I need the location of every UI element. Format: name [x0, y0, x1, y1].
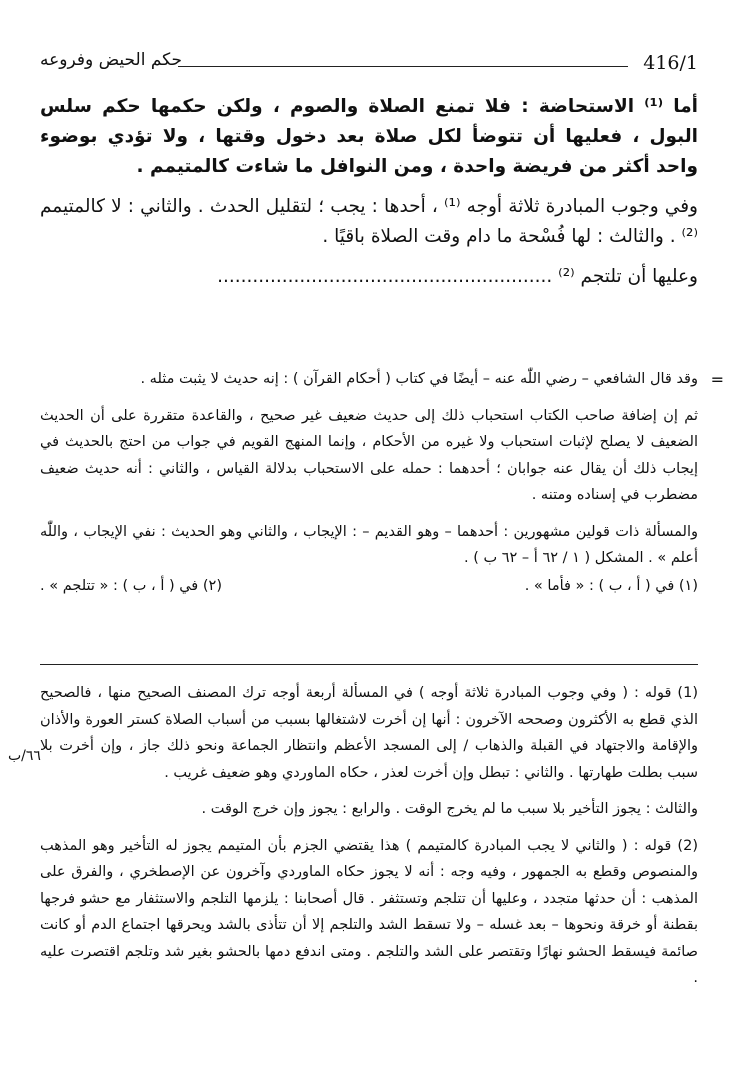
variant-note: (٢) في ( أ ، ب ) : « تتلجم » .	[40, 577, 222, 594]
commentary	[40, 680, 698, 992]
editor-note: والمسألة ذات قولين مشهورين : أحدهما – وهو القديم – : الإيجاب ، والثاني وهو الحديث : نفي الإيجاب ، واللّٰه أعلم » . المشكل ( ١ / ٦٢ أ – ٦٢ ب ) .	[40, 523, 698, 566]
main-text	[40, 92, 698, 292]
running-title: حكم الحيض وفروعه	[40, 50, 183, 70]
commentary-paragraph: والثالث : يجوز التأخير بلا سبب ما لم يخرج الوقت . والرابع : يجوز وإن خرج الوقت .	[201, 801, 698, 817]
editor-note: ثم إن إضافة صاحب الكتاب استحباب ذلك إلى حديث ضعيف غير صحيح ، والقاعدة متقررة على أن الحديث الضعيف لا يصلح لإثبات استحباب ولا غيره من الأحكام ، وإنما المنهج القويم في جواب من احتج بالحديث في إيجاب ذلك أن يقال عنه جوابان ؛ أحدهما : حمله على الاستحباب بدلالة القياس ، والثاني : أنه حديث ضعيف مضطرب في إسناده ومتنه .	[40, 407, 698, 503]
variant-notes	[40, 578, 698, 594]
footnote-separator	[40, 664, 698, 665]
main-paragraph: وفي وجوب المبادرة ثلاثة أوجه ⁽¹⁾ ، أحدها : يجب ؛ لتقليل الحدث . والثاني : لا كالمتيمم ⁽²⁾ . والثالث : لها فُسْحة ما دام وقت الصلاة باقيًا .	[40, 196, 698, 247]
editor-notes	[40, 366, 698, 594]
header-rule	[178, 66, 628, 67]
commentary-paragraph: (1) قوله : ( وفي وجوب المبادرة ثلاثة أوجه ) في المسألة أربعة أوجه ترك المصنف الصحيح منها ، فالصحيح الذي قطع به الأكثرون وصححه الآخرون : أنها إن أخرت لاشتغالها بسبب من أسباب الصلاة كستر العورة والأذان والإقامة والاجتهاد في القبلة والذهاب / إلى المسجد الأعظم وانتظار الجماعة ونحو ذلك جاز ، وإن أخرت بلا سبب بطلت طهارتها . والثاني : تبطل وإن أخرت لعذر ، حكاه الماوردي وهو ضعيف غريب .	[40, 685, 698, 781]
page-number: 416/1	[643, 52, 698, 74]
continuation-mark: =	[710, 370, 724, 389]
manuscript-folio-marker: ٦٦/ب	[8, 748, 41, 764]
main-paragraph: وعليها أن تلتجم ⁽²⁾ .........................................................	[217, 266, 698, 287]
editor-note: وقد قال الشافعي – رضي اللّٰه عنه – أيضًا في كتاب ( أحكام القرآن ) : إنه حديث لا يثبت مثله .	[140, 371, 698, 387]
main-paragraph: أما ⁽¹⁾ الاستحاضة : فلا تمنع الصلاة والصوم ، ولكن حكمها حكم سلس البول ، فعليها أن تتوضأ لكل صلاة بعد دخول وقتها ، ولا تؤدي بوضوء واحد أكثر من فريضة واحدة ، ومن النوافل ما شاءت كالمتيمم .	[40, 96, 698, 177]
commentary-paragraph: (2) قوله : ( والثاني لا يجب المبادرة كالمتيمم ) هذا يقتضي الجزم بأن المتيمم يجوز له التأخير وهو المذهب والمنصوص وقطع به الجمهور ، وفيه وجه : أنه لا يجوز حكاه الماوردي وآخرون عن الإصطخري ، والفرق على المذهب : أن حدثها متجدد ، وعليها أن تتلجم وتستثفر . قال أصحابنا : يلزمها التلجم والاستثفار مع حشو فرجها بقطنة أو خرقة ونحوها – بعد غسله – ولا تسقط الشد والتلجم إلا أن تتأذى بالشد ويحرقها اجتماع الدم أو كانت صائمة فيسقط الحشو نهارًا وتقتصر على الشد والتلجم . ومتى اندفع دمها بالحشو بغير شد وتلجم اقتصرت عليه .	[40, 837, 698, 986]
variant-note: (١) في ( أ ، ب ) : « فأما » .	[524, 577, 698, 594]
